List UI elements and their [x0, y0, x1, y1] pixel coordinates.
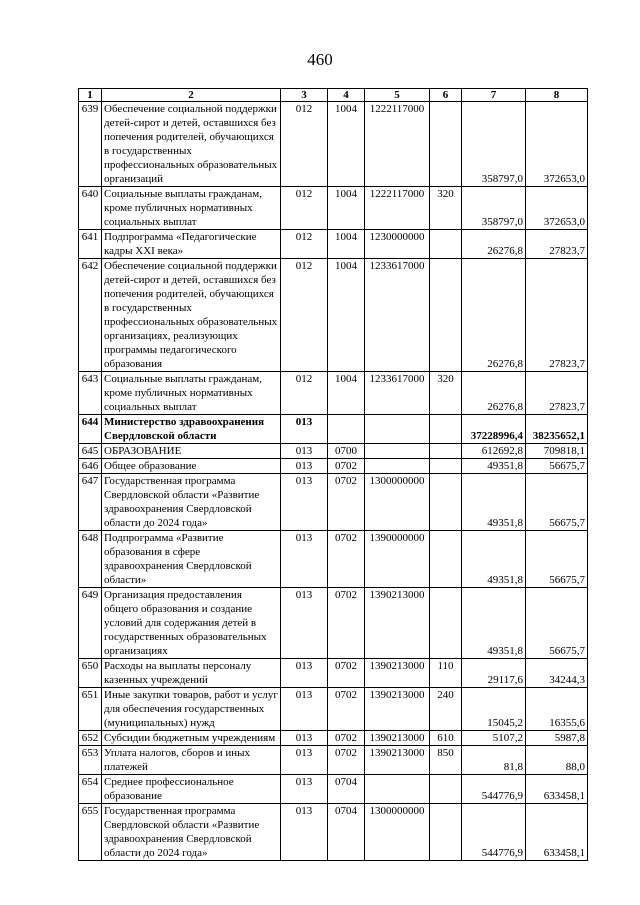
- col-header-2: 2: [102, 89, 281, 102]
- table-row: [79, 659, 588, 688]
- row-code-admin: 013: [281, 775, 328, 804]
- row-code-target: 1300000000: [365, 474, 430, 531]
- row-code-target: 1233617000: [365, 372, 430, 415]
- row-code-admin: 013: [281, 474, 328, 531]
- row-amount-year-1: 544776,9: [462, 804, 526, 861]
- row-code-admin: 013: [281, 459, 328, 474]
- col-header-3: 3: [281, 89, 328, 102]
- row-code-admin: 013: [281, 588, 328, 659]
- row-amount-year-2: 633458,1: [526, 775, 588, 804]
- row-code-expense-type: 320: [430, 372, 462, 415]
- row-amount-year-2: 56675,7: [526, 459, 588, 474]
- row-amount-year-1: 49351,8: [462, 474, 526, 531]
- row-amount-year-1: 49351,8: [462, 588, 526, 659]
- row-number: 652: [79, 731, 102, 746]
- row-name: Социальные выплаты гражданам, кроме публичных нормативных социальных выплат: [102, 372, 281, 415]
- row-amount-year-1: 81,8: [462, 746, 526, 775]
- row-code-section: 0702: [328, 459, 365, 474]
- row-code-expense-type: [430, 474, 462, 531]
- row-code-section: 1004: [328, 230, 365, 259]
- row-code-section: 1004: [328, 372, 365, 415]
- row-number: 651: [79, 688, 102, 731]
- row-code-section: 0702: [328, 746, 365, 775]
- row-number: 647: [79, 474, 102, 531]
- row-code-target: 1222117000: [365, 102, 430, 187]
- row-name: Государственная программа Свердловской области «Развитие здравоохранения Свердловской области до 2024 года»: [102, 474, 281, 531]
- row-number: 650: [79, 659, 102, 688]
- row-code-expense-type: [430, 230, 462, 259]
- row-number: 641: [79, 230, 102, 259]
- row-amount-year-2: 372653,0: [526, 102, 588, 187]
- table-row: [79, 746, 588, 775]
- row-amount-year-1: 26276,8: [462, 230, 526, 259]
- row-code-section: 1004: [328, 259, 365, 372]
- table-row: [79, 804, 588, 861]
- row-number: 648: [79, 531, 102, 588]
- row-amount-year-2: 27823,7: [526, 372, 588, 415]
- table-row: [79, 259, 588, 372]
- table-row: [79, 459, 588, 474]
- row-code-section: 1004: [328, 187, 365, 230]
- row-code-section: 0702: [328, 588, 365, 659]
- row-code-admin: 012: [281, 259, 328, 372]
- row-amount-year-2: 56675,7: [526, 474, 588, 531]
- table-row: [79, 775, 588, 804]
- col-header-8: 8: [526, 89, 588, 102]
- row-amount-year-1: 29117,6: [462, 659, 526, 688]
- row-code-expense-type: 850: [430, 746, 462, 775]
- table-row: [79, 474, 588, 531]
- row-number: 644: [79, 415, 102, 444]
- row-code-section: 0700: [328, 444, 365, 459]
- row-amount-year-1: 49351,8: [462, 531, 526, 588]
- row-code-target: 1390213000: [365, 588, 430, 659]
- row-code-section: 0702: [328, 659, 365, 688]
- row-code-admin: 013: [281, 731, 328, 746]
- table-row: [79, 444, 588, 459]
- row-amount-year-2: 34244,3: [526, 659, 588, 688]
- col-header-5: 5: [365, 89, 430, 102]
- row-number: 642: [79, 259, 102, 372]
- row-amount-year-2: 5987,8: [526, 731, 588, 746]
- row-amount-year-1: 358797,0: [462, 187, 526, 230]
- row-code-expense-type: 110: [430, 659, 462, 688]
- table-row: [79, 588, 588, 659]
- row-amount-year-2: 38235652,1: [526, 415, 588, 444]
- row-code-expense-type: [430, 588, 462, 659]
- row-name: Подпрограмма «Развитие образования в сфере здравоохранения Свердловской области»: [102, 531, 281, 588]
- row-code-target: 1230000000: [365, 230, 430, 259]
- row-code-section: 0704: [328, 804, 365, 861]
- row-code-section: 0702: [328, 731, 365, 746]
- row-code-target: 1390213000: [365, 659, 430, 688]
- row-amount-year-2: 16355,6: [526, 688, 588, 731]
- table-row: [79, 415, 588, 444]
- row-name: Социальные выплаты гражданам, кроме публичных нормативных социальных выплат: [102, 187, 281, 230]
- row-number: 646: [79, 459, 102, 474]
- row-code-target: [365, 775, 430, 804]
- table-row: [79, 187, 588, 230]
- row-code-admin: 013: [281, 659, 328, 688]
- row-code-target: 1390213000: [365, 688, 430, 731]
- row-code-expense-type: 240: [430, 688, 462, 731]
- col-header-7: 7: [462, 89, 526, 102]
- row-code-section: 0702: [328, 474, 365, 531]
- row-code-target: [365, 459, 430, 474]
- row-amount-year-1: 612692,8: [462, 444, 526, 459]
- row-name: Среднее профессиональное образование: [102, 775, 281, 804]
- row-amount-year-1: 5107,2: [462, 731, 526, 746]
- row-number: 643: [79, 372, 102, 415]
- row-code-admin: 013: [281, 415, 328, 444]
- row-name: Иные закупки товаров, работ и услуг для обеспечения государственных (муниципальных) нужд: [102, 688, 281, 731]
- row-code-expense-type: [430, 775, 462, 804]
- row-name: ОБРАЗОВАНИЕ: [102, 444, 281, 459]
- row-name: Подпрограмма «Педагогические кадры XXI века»: [102, 230, 281, 259]
- row-number: 655: [79, 804, 102, 861]
- row-code-target: [365, 415, 430, 444]
- row-name: Расходы на выплаты персоналу казенных учреждений: [102, 659, 281, 688]
- row-name: Уплата налогов, сборов и иных платежей: [102, 746, 281, 775]
- row-amount-year-1: 26276,8: [462, 372, 526, 415]
- col-header-4: 4: [328, 89, 365, 102]
- row-code-admin: 013: [281, 804, 328, 861]
- row-amount-year-2: 709818,1: [526, 444, 588, 459]
- row-code-expense-type: [430, 804, 462, 861]
- row-amount-year-1: 15045,2: [462, 688, 526, 731]
- row-name: Обеспечение социальной поддержки детей-сирот и детей, оставшихся без попечения родителей, обучающихся в государственных профессиональных образовательных организаций: [102, 102, 281, 187]
- row-number: 649: [79, 588, 102, 659]
- table-row: [79, 372, 588, 415]
- row-amount-year-1: 49351,8: [462, 459, 526, 474]
- row-amount-year-1: 544776,9: [462, 775, 526, 804]
- row-amount-year-2: 372653,0: [526, 187, 588, 230]
- row-name: Организация предоставления общего образования и создание условий для содержания детей в государственных образовательных организациях: [102, 588, 281, 659]
- row-number: 640: [79, 187, 102, 230]
- row-code-expense-type: [430, 459, 462, 474]
- table-row: [79, 102, 588, 187]
- row-code-expense-type: [430, 444, 462, 459]
- row-code-target: 1222117000: [365, 187, 430, 230]
- row-code-target: 1390213000: [365, 746, 430, 775]
- row-name: Государственная программа Свердловской области «Развитие здравоохранения Свердловской области до 2024 года»: [102, 804, 281, 861]
- row-code-expense-type: [430, 531, 462, 588]
- row-number: 645: [79, 444, 102, 459]
- row-amount-year-2: 633458,1: [526, 804, 588, 861]
- row-code-section: 0702: [328, 531, 365, 588]
- row-code-expense-type: 320: [430, 187, 462, 230]
- row-name: Обеспечение социальной поддержки детей-сирот и детей, оставшихся без попечения родителей, обучающихся в государственных профессиональных образовательных организациях, реализующих программы педагогического образования: [102, 259, 281, 372]
- row-code-admin: 012: [281, 230, 328, 259]
- row-code-expense-type: [430, 415, 462, 444]
- budget-table: [78, 88, 588, 861]
- row-name: Общее образование: [102, 459, 281, 474]
- row-code-expense-type: 610: [430, 731, 462, 746]
- row-name: Министерство здравоохранения Свердловской области: [102, 415, 281, 444]
- page-number: 460: [307, 50, 333, 69]
- row-number: 654: [79, 775, 102, 804]
- row-code-target: 1390000000: [365, 531, 430, 588]
- row-code-target: [365, 444, 430, 459]
- row-code-admin: 012: [281, 102, 328, 187]
- row-code-target: 1300000000: [365, 804, 430, 861]
- row-code-target: 1390213000: [365, 731, 430, 746]
- table-row: [79, 688, 588, 731]
- row-code-target: 1233617000: [365, 259, 430, 372]
- row-code-admin: 012: [281, 187, 328, 230]
- row-code-expense-type: [430, 259, 462, 372]
- header-row: [79, 89, 588, 102]
- row-code-expense-type: [430, 102, 462, 187]
- row-code-admin: 012: [281, 372, 328, 415]
- row-code-admin: 013: [281, 531, 328, 588]
- row-code-admin: 013: [281, 688, 328, 731]
- row-amount-year-1: 37228996,4: [462, 415, 526, 444]
- row-number: 653: [79, 746, 102, 775]
- row-amount-year-2: 27823,7: [526, 230, 588, 259]
- row-code-section: [328, 415, 365, 444]
- row-code-section: 0704: [328, 775, 365, 804]
- row-code-section: 1004: [328, 102, 365, 187]
- table-row: [79, 731, 588, 746]
- table-row: [79, 531, 588, 588]
- row-code-section: 0702: [328, 688, 365, 731]
- col-header-6: 6: [430, 89, 462, 102]
- row-amount-year-1: 358797,0: [462, 102, 526, 187]
- row-amount-year-2: 27823,7: [526, 259, 588, 372]
- row-amount-year-1: 26276,8: [462, 259, 526, 372]
- row-number: 639: [79, 102, 102, 187]
- row-amount-year-2: 56675,7: [526, 531, 588, 588]
- row-amount-year-2: 56675,7: [526, 588, 588, 659]
- col-header-1: 1: [79, 89, 102, 102]
- row-code-admin: 013: [281, 746, 328, 775]
- row-name: Субсидии бюджетным учреждениям: [102, 731, 281, 746]
- row-code-admin: 013: [281, 444, 328, 459]
- row-amount-year-2: 88,0: [526, 746, 588, 775]
- table-row: [79, 230, 588, 259]
